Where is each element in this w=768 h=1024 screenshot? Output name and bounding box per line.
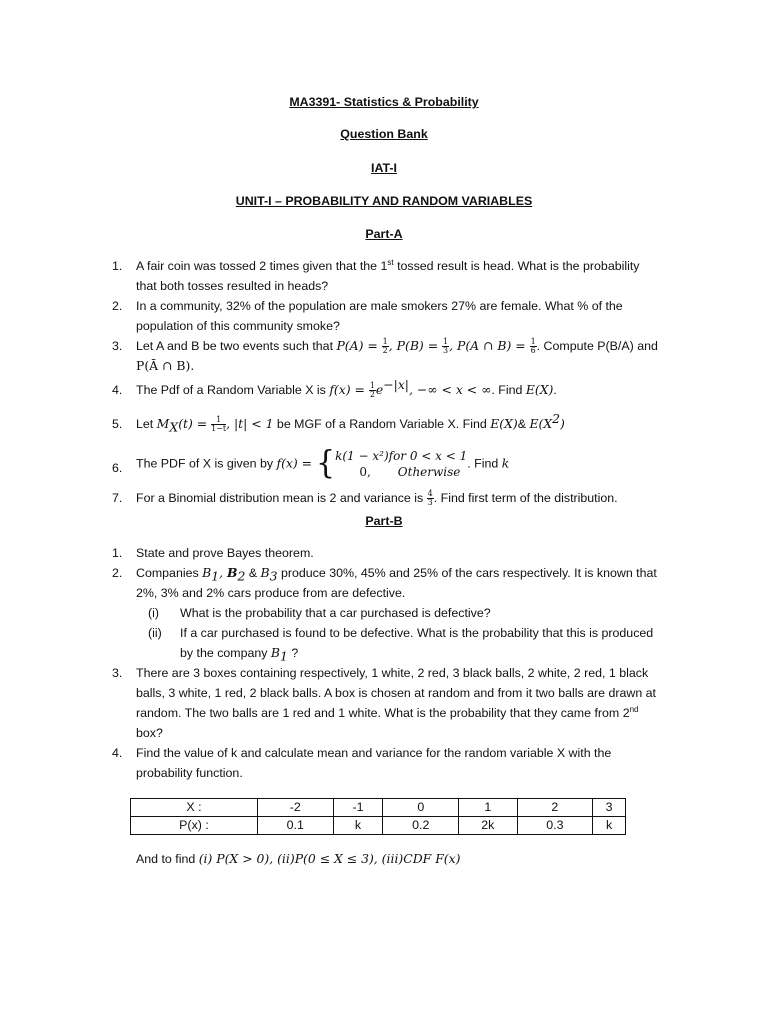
table-cell: 0.2 — [383, 817, 459, 835]
table-cell: -1 — [333, 799, 383, 817]
table-cell: 0.1 — [257, 817, 333, 835]
fraction-one-over-one-minus-t: $\frac{1}{1-t}$ — [211, 415, 227, 434]
fraction-one-half: $\frac{1}{2}$ — [382, 337, 388, 356]
table-cell: 1 — [459, 799, 517, 817]
part-b-heading: Part-B — [365, 514, 403, 528]
question-a3: 3. Let A and B be two events such that P(A) = $\frac{1}{2}$ , P(B) = $\frac{1}{3}$ , P(A ∩ B) = $\frac{1}{6}$ . Compute P(B/A) and P(Ā ∩ B). — [112, 337, 658, 373]
table-cell: -2 — [257, 799, 333, 817]
part-b-questions — [112, 543, 672, 783]
fraction-one-half: $\frac{1}{2}$ — [369, 381, 375, 400]
question-a2: 2. In a community, 32% of the population are male smokers 27% are female. What % of the population of this community smoke? — [112, 299, 623, 333]
table-cell: k — [333, 817, 383, 835]
question-a5: 5. Let $M_X(t)$ = $\frac{1}{1-t}$ , |t| < 1 be MGF of a Random Variable X. Find E(X)& $E(X^2)$ — [112, 410, 565, 435]
table-cell: 2k — [459, 817, 517, 835]
part-a-questions — [112, 256, 672, 518]
fraction-one-sixth: $\frac{1}{6}$ — [530, 337, 536, 356]
table-cell: 3 — [593, 799, 626, 817]
table-cell: 0.3 — [517, 817, 593, 835]
probability-table — [130, 798, 626, 835]
table-cell: X : — [131, 799, 258, 817]
question-b1: 1. State and prove Bayes theorem. — [112, 546, 314, 560]
question-b4: 4. Find the value of k and calculate mean and variance for the random variable X with the probability function. — [112, 746, 612, 780]
sub-question-ii: (ii) If a car purchased is found to be defective. What is the probability that this is produced by the company $B_1$ ? — [148, 626, 654, 664]
table-row-px — [131, 817, 626, 835]
table-row-x — [131, 799, 626, 817]
test-heading: IAT-I — [371, 161, 397, 175]
fraction-four-thirds: $\frac{4}{3}$ — [427, 489, 433, 508]
table-cell: 0 — [383, 799, 459, 817]
question-a7: 7. For a Binomial distribution mean is 2 and variance is $\frac{4}{3}$ . Find first term of the distribution. — [112, 489, 618, 508]
sub-question-i: (i) What is the probability that a car purchased is defective? — [148, 606, 491, 620]
unit-heading: UNIT-I – PROBABILITY AND RANDOM VARIABLES — [235, 194, 533, 208]
table-cell: k — [593, 817, 626, 835]
question-a6: 6. The PDF of X is given by f(x) = { k(1 − x²)for 0 < x < 1 0, Otherwise . Find k — [112, 445, 510, 482]
question-b2: 2. Companies $B_1$, $B_2$ & $B_3$ produce 30%, 45% and 25% of the cars respectively. It is known that 2%, 3% and 2% cars produce from are defective. (i) What is the probability that a car purchased is defective? (ii) If a car purchased is found to be defective. What is the probability that this is produced by the company $B_1$ ? — [112, 563, 672, 663]
part-a-heading: Part-A — [365, 227, 403, 241]
table-cell: 2 — [517, 799, 593, 817]
question-b3: 3. There are 3 boxes containing respectively, 1 white, 2 red, 3 black balls, 2 white, 2 red, 1 black balls, 3 white, 1 red, 2 black balls. A box is chosen at random and from it two balls are drawn at random. The two balls are 1 red and 1 white. What is the probability that they came from 2nd box? — [112, 666, 656, 740]
fraction-one-third: $\frac{1}{3}$ — [443, 337, 449, 356]
table-cell: P(x) : — [131, 817, 258, 835]
piecewise-cases: k(1 − x²)for 0 < x < 1 0, Otherwise — [335, 449, 468, 479]
question-a1: 1. A fair coin was tossed 2 times given that the 1st tossed result is head. What is the probability that both tosses resulted in heads? — [112, 257, 640, 293]
question-a4: 4. The Pdf of a Random Variable X is f(x) = $\frac{1}{2}$ $e^{-|x|}$, −∞ < x < ∞. Find E(X). — [112, 376, 557, 400]
course-title: MA3391- Statistics & Probability — [289, 95, 479, 109]
follow-up-line: And to find (i) P(X > 0), (ii)P(0 ≤ X ≤ 3), (iii)CDF F(x) — [136, 851, 461, 866]
doc-type-heading: Question Bank — [340, 127, 428, 141]
left-brace: { — [316, 445, 336, 482]
